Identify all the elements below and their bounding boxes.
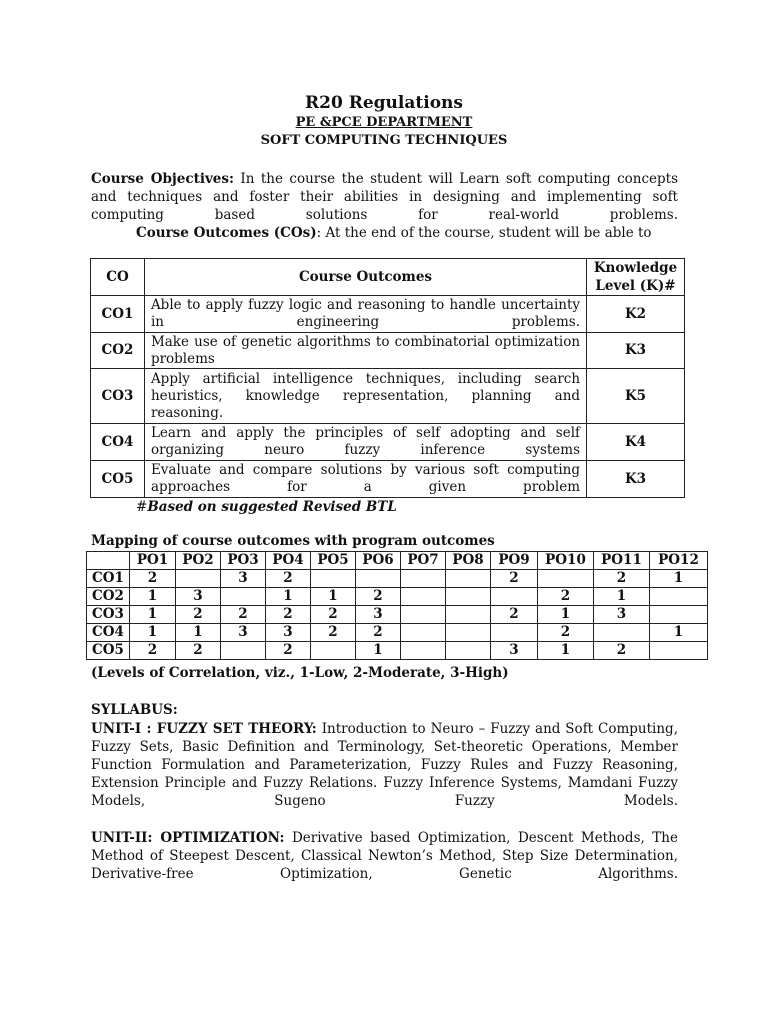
mapping-cell: 3 [221, 624, 266, 642]
table-row [91, 461, 685, 498]
po-header: PO3 [221, 552, 266, 570]
mapping-cell [401, 570, 446, 588]
mapping-title: Mapping of course outcomes with program outcomes [91, 533, 495, 549]
mapping-cell: 2 [538, 588, 594, 606]
mapping-cell: 2 [594, 570, 650, 588]
mapping-cell [221, 588, 266, 606]
co-code: CO2 [87, 588, 130, 606]
table-row [91, 333, 685, 369]
mapping-cell: 3 [491, 642, 538, 660]
mapping-cell [491, 588, 538, 606]
mapping-cell: 2 [356, 588, 401, 606]
mapping-cell [538, 570, 594, 588]
knowledge-level: K3 [587, 333, 685, 369]
mapping-cell: 3 [266, 624, 311, 642]
mapping-cell: 1 [130, 588, 176, 606]
course-outcomes-intro-text: : At the end of the course, student will be able to [316, 225, 652, 241]
table-row [87, 624, 708, 642]
column-header: Knowledge Level (K)# [587, 259, 685, 296]
table-row [91, 424, 685, 461]
po-header: PO7 [401, 552, 446, 570]
po-header: PO2 [176, 552, 221, 570]
unit-2-paragraph [91, 829, 678, 901]
mapping-cell [311, 642, 356, 660]
course-outcomes-label: Course Outcomes (COs) [136, 225, 317, 241]
co-outcome: Apply artificial intelligence techniques, including search heuristics, knowledge representation, planning and reasoning. [144, 369, 586, 424]
column-header: Course Outcomes [144, 259, 586, 296]
co-code: CO4 [91, 424, 145, 461]
table-row [91, 369, 685, 424]
course-objectives-label: Course Objectives: [91, 171, 234, 187]
course-outcomes-intro [136, 224, 696, 242]
mapping-cell: 3 [176, 588, 221, 606]
mapping-cell [401, 624, 446, 642]
co-code: CO3 [87, 606, 130, 624]
po-header: PO11 [594, 552, 650, 570]
co-outcome: Learn and apply the principles of self adopting and self organizing neuro fuzzy inference systems [144, 424, 586, 461]
course-outcomes-table [90, 258, 685, 498]
co-outcome: Evaluate and compare solutions by various soft computing approaches for a given problem [144, 461, 586, 498]
btl-hash: # [136, 499, 148, 515]
knowledge-level: K3 [587, 461, 685, 498]
unit-1-label: UNIT-I : FUZZY SET THEORY: [91, 721, 317, 737]
table-header-row [87, 552, 708, 570]
mapping-cell: 3 [221, 570, 266, 588]
table-row [87, 588, 708, 606]
mapping-cell [446, 642, 491, 660]
mapping-cell [650, 588, 708, 606]
unit-1-text: Introduction to Neuro – Fuzzy and Soft Computing, Fuzzy Sets, Basic Definition and Terminology, Set-theoretic Operations, Member Function Formulation and Parameterization, Fuzzy Rules and Fuzzy Reasoning, Extension Principle and Fuzzy Relations. Fuzzy Inference Systems, Mamdani Fuzzy Models, Sugeno Fuzzy Models. [91, 721, 678, 809]
co-code: CO2 [91, 333, 145, 369]
co-code: CO1 [91, 296, 145, 333]
mapping-cell: 1 [130, 606, 176, 624]
mapping-cell: 1 [266, 588, 311, 606]
co-code: CO5 [87, 642, 130, 660]
knowledge-level: K5 [587, 369, 685, 424]
po-header: PO8 [446, 552, 491, 570]
mapping-cell: 2 [311, 606, 356, 624]
mapping-cell [446, 570, 491, 588]
mapping-cell: 1 [594, 588, 650, 606]
mapping-cell [446, 624, 491, 642]
co-code: CO5 [91, 461, 145, 498]
mapping-cell [401, 588, 446, 606]
mapping-cell: 1 [176, 624, 221, 642]
mapping-cell [594, 624, 650, 642]
co-po-mapping-table [86, 551, 708, 660]
mapping-cell: 2 [130, 642, 176, 660]
column-header: CO [91, 259, 145, 296]
mapping-cell: 2 [594, 642, 650, 660]
mapping-cell [311, 570, 356, 588]
knowledge-level: K2 [587, 296, 685, 333]
po-header: PO10 [538, 552, 594, 570]
department-heading [0, 115, 768, 130]
po-header: PO6 [356, 552, 401, 570]
mapping-cell [446, 588, 491, 606]
mapping-cell: 2 [266, 642, 311, 660]
syllabus-heading: SYLLABUS: [91, 702, 178, 718]
table-row [87, 570, 708, 588]
course-objectives-text: In the course the student will Learn soft computing concepts and techniques and foster their abilities in designing and implementing soft computing based solutions for real-world problems. [91, 171, 678, 223]
mapping-cell: 2 [491, 570, 538, 588]
mapping-cell: 2 [221, 606, 266, 624]
po-header: PO5 [311, 552, 356, 570]
po-header: PO1 [130, 552, 176, 570]
btl-note-text: Based on suggested Revised BTL [147, 499, 397, 515]
po-header: PO4 [266, 552, 311, 570]
regulations-title: R20 Regulations [305, 93, 463, 113]
table-row [87, 606, 708, 624]
co-outcome: Make use of genetic algorithms to combinatorial optimization problems [144, 333, 586, 369]
mapping-cell: 1 [311, 588, 356, 606]
table-row [91, 296, 685, 333]
table-row [87, 642, 708, 660]
co-code: CO3 [91, 369, 145, 424]
mapping-cell: 2 [311, 624, 356, 642]
mapping-cell [176, 570, 221, 588]
mapping-cell [221, 642, 266, 660]
mapping-cell: 1 [650, 570, 708, 588]
table-header-row [91, 259, 685, 296]
unit-2-text: Derivative based Optimization, Descent Methods, The Method of Steepest Descent, Classical Newton’s Method, Step Size Determination, Derivative-free Optimization, Genetic Algorithms. [91, 830, 678, 882]
mapping-cell: 2 [176, 606, 221, 624]
mapping-cell: 3 [594, 606, 650, 624]
mapping-cell: 1 [538, 642, 594, 660]
mapping-cell: 1 [130, 624, 176, 642]
corner-cell [87, 552, 130, 570]
mapping-cell: 2 [266, 606, 311, 624]
mapping-cell: 1 [356, 642, 401, 660]
mapping-cell: 2 [491, 606, 538, 624]
mapping-cell [401, 606, 446, 624]
mapping-cell: 2 [538, 624, 594, 642]
mapping-cell: 1 [538, 606, 594, 624]
mapping-cell: 2 [176, 642, 221, 660]
unit-2-label: UNIT-II: OPTIMIZATION: [91, 830, 285, 846]
co-outcome: Able to apply fuzzy logic and reasoning to handle uncertainty in engineering problems. [144, 296, 586, 333]
department-name: PE &PCE DEPARTMENT [295, 115, 473, 130]
mapping-cell: 2 [130, 570, 176, 588]
po-header: PO9 [491, 552, 538, 570]
po-header: PO12 [650, 552, 708, 570]
mapping-cell [491, 624, 538, 642]
unit-1-paragraph [91, 720, 678, 828]
mapping-cell [356, 570, 401, 588]
subject-title: SOFT COMPUTING TECHNIQUES [260, 133, 508, 148]
mapping-cell: 1 [650, 624, 708, 642]
co-code: CO4 [87, 624, 130, 642]
mapping-cell [401, 642, 446, 660]
co-code: CO1 [87, 570, 130, 588]
mapping-cell [650, 642, 708, 660]
mapping-cell: 3 [356, 606, 401, 624]
mapping-cell: 2 [356, 624, 401, 642]
mapping-cell [650, 606, 708, 624]
mapping-cell [446, 606, 491, 624]
knowledge-level: K4 [587, 424, 685, 461]
correlation-levels-note: (Levels of Correlation, viz., 1-Low, 2-Moderate, 3-High) [91, 665, 509, 681]
btl-note [136, 499, 397, 515]
mapping-cell: 2 [266, 570, 311, 588]
